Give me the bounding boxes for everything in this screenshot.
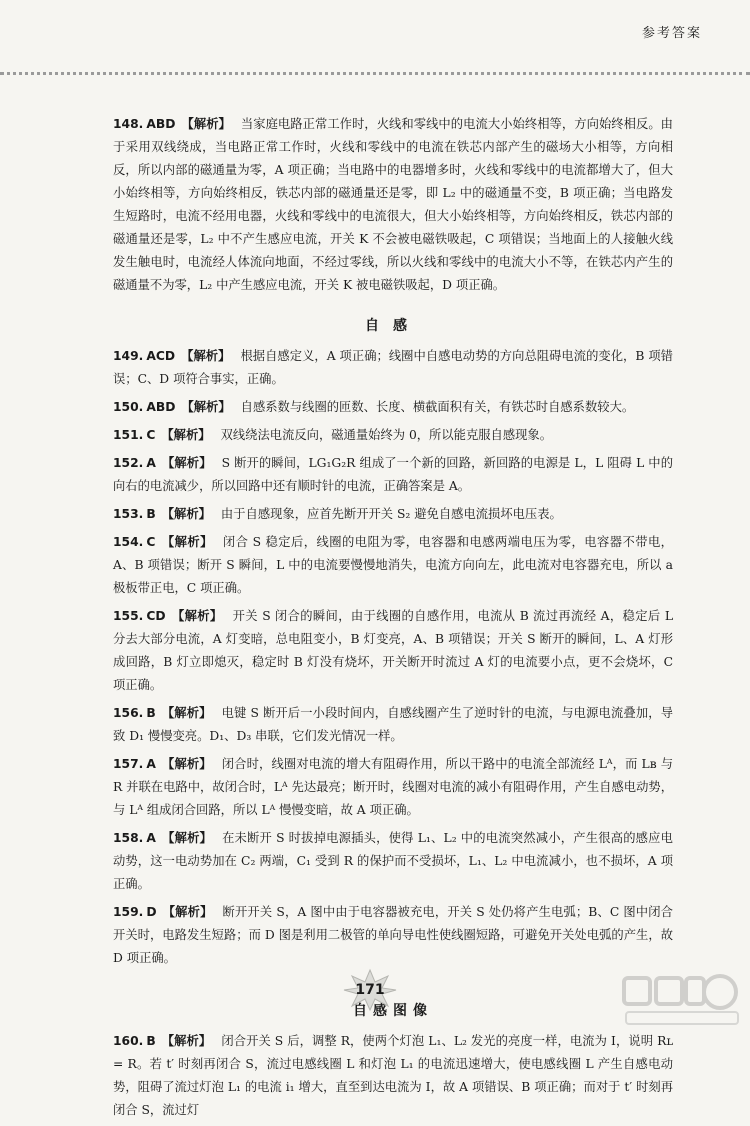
section-title-self-induction: 自感 [365,318,421,334]
analysis-text: 根据自感定义，A 项正确；线圈中自感电动势的方向总阻碍电流的变化，B 项错误；C、D 项符合事实，正确。 [113,349,673,386]
answer-choice: C [146,535,156,549]
question-number: 152. [113,456,144,470]
question-number: 160. [113,1034,144,1048]
analysis-tag: 【解析】 [161,705,212,720]
analysis-tag: 【解析】 [161,455,212,470]
analysis-text: 闭合 S 稳定后，线圈的电阻为零，电容器和电感两端电压为零，电容器不带电，A、B 项错误；断开 S 瞬间，L 中的电流要慢慢地消失，电流方向向左，此电流对电容器充电，所以 a 极板带正电，C 项正确。 [113,535,673,595]
analysis-text: S 断开的瞬间，LG₁G₂R 组成了一个新的回路，新回路的电源是 L，L 阻碍 L 中的向右的电流减少，所以回路中还有顺时针的电流，正确答案是 A。 [113,456,673,493]
answer-choice: ABD [146,400,176,414]
answer-choice: ABD [146,117,176,131]
answer-choice: D [146,905,157,919]
analysis-text: 自感系数与线圈的匝数、长度、横截面积有关，有铁芯时自感系数较大。 [240,400,635,414]
answer-153 [113,502,673,526]
question-number: 159. [113,905,144,919]
answer-156 [113,701,673,748]
analysis-tag: 【解析】 [161,756,212,771]
question-number: 158. [113,831,144,845]
answer-choice: A [146,757,156,771]
analysis-tag: 【解析】 [161,534,213,549]
analysis-tag: 【解析】 [171,608,223,623]
header-divider [0,72,750,75]
analysis-tag: 【解析】 [181,348,231,363]
question-number: 151. [113,428,144,442]
question-number: 155. [113,609,144,623]
question-number: 156. [113,706,144,720]
section-title-self-induction-graphs: 自感图像 [353,1003,433,1019]
analysis-tag: 【解析】 [161,427,211,442]
answer-152 [113,451,673,498]
question-number: 154. [113,535,144,549]
page-number-text: 171 [355,982,385,998]
analysis-tag: 【解析】 [181,116,231,131]
question-number: 153. [113,507,144,521]
analysis-text: 闭合时，线圈对电流的增大有阻碍作用，所以干路中的电流全部流经 Lᴬ，而 Lʙ 与 R 并联在电路中，故闭合时，Lᴬ 先达最亮；断开时，线圈对电流的减小有阻碍作用，产生自感电动势，与 Lᴬ 组成闭合回路，所以 Lᴬ 慢慢变暗，故 A 项正确。 [113,757,673,817]
answer-154 [113,530,673,600]
answer-choice: CD [146,609,166,623]
answer-148 [113,112,673,297]
analysis-tag: 【解析】 [181,399,231,414]
question-number: 149. [113,349,144,363]
page-number [340,968,400,1012]
answer-159 [113,900,673,970]
answer-150 [113,395,673,419]
watermark-logo-icon [620,970,745,1030]
answer-155 [113,604,673,697]
analysis-text: 在未断开 S 时拔掉电源插头，使得 L₁、L₂ 中的电流突然减小，产生很高的感应电动势，这一电动势加在 C₂ 两端，C₁ 受到 R 的保护而不受损坏，L₁、L₂ 中电流减小，也不损坏，A 项正确。 [113,831,673,891]
analysis-text: 闭合开关 S 后，调整 R，使两个灯泡 L₁、L₂ 发光的亮度一样，电流为 I，说明 Rʟ = R。若 t′ 时刻再闭合 S，流过电感线圈 L 和灯泡 L₁ 的电流迅速增大，使电感线圈 L 产生自感电动势，阻碍了流过灯泡 L₁ 的电流 i₁ 增大，直至到达电流为 I，故 A 项错误、B 项正确；而对于 t′ 时刻再闭合 S，流过灯 [113,1034,673,1117]
question-number: 157. [113,757,144,771]
analysis-text: 双线绕法电流反向，磁通量始终为 0，所以能克服自感现象。 [220,428,553,442]
answer-choice: B [146,507,156,521]
answer-151 [113,423,673,447]
analysis-text: 断开开关 S，A 图中由于电容器被充电，开关 S 处仍将产生电弧；B、C 图中闭合开关时，电路发生短路；而 D 图是利用二极管的单向导电性使线圈短路，可避免开关处电弧的产生，故 D 项正确。 [113,905,673,965]
answer-choice: B [146,1034,156,1048]
answer-157 [113,752,673,822]
analysis-tag: 【解析】 [162,904,213,919]
analysis-text: 由于自感现象，应首先断开开关 S₂ 避免自感电流损坏电压表。 [220,507,562,521]
answer-choice: ACD [146,349,176,363]
analysis-text: 开关 S 闭合的瞬间，由于线圈的自感作用，电流从 B 流过再流经 A，稳定后 L 分去大部分电流，A 灯变暗，总电阻变小，B 灯变亮，A、B 项错误；开关 S 断开的瞬间，L、A 灯形成回路，B 灯立即熄灭，稳定时 B 灯没有烧坏，开关断开时流过 A 灯的电流要小点，更不会烧坏，C 项正确。 [113,609,673,692]
analysis-tag: 【解析】 [161,830,213,845]
answer-149 [113,344,673,391]
answer-choice: B [146,706,156,720]
analysis-tag: 【解析】 [161,1033,212,1048]
question-number: 150. [113,400,144,414]
analysis-text: 当家庭电路正常工作时，火线和零线中的电流大小始终相等，方向始终相反。由于采用双线绕成，当电路正常工作时，火线和零线中的电流在铁芯内部产生的磁场大小相等，方向相反，所以内部的磁通量为零，A 项正确；当电路中的电器增多时，火线和零线中的电流都增大了，但大小始终相等，方向始终相反，铁芯内部的磁通量还是零，即 L₂ 中的磁通量不变，B 项正确；当电路发生短路时，电流不经用电器，火线和零线中的电流很大，但大小始终相等，方向始终相反，铁芯内部的磁通量还是零，L₂ 中不产生感应电流，开关 K 不会被电磁铁吸起，C 项错误；当地面上的人接触火线发生触电时，电流经人体流向地面，不经过零线，所以火线和零线中的电流大小不等，在铁芯内产生的磁通量不为零，L₂ 中产生感应电流，开关 K 被电磁铁吸起，D 项正确。 [113,117,673,292]
answer-160 [113,1029,673,1122]
question-number: 148. [113,117,144,131]
answer-158 [113,826,673,896]
header-label: 参考答案 [641,26,702,41]
answer-choice: A [146,831,156,845]
analysis-tag: 【解析】 [161,506,211,521]
answer-choice: C [146,428,156,442]
analysis-text: 电键 S 断开后一小段时间内，自感线圈产生了逆时针的电流，与电源电流叠加，导致 D₁ 慢慢变亮。D₁、D₃ 串联，它们发光情况一样。 [113,706,673,743]
answer-choice: A [146,456,156,470]
